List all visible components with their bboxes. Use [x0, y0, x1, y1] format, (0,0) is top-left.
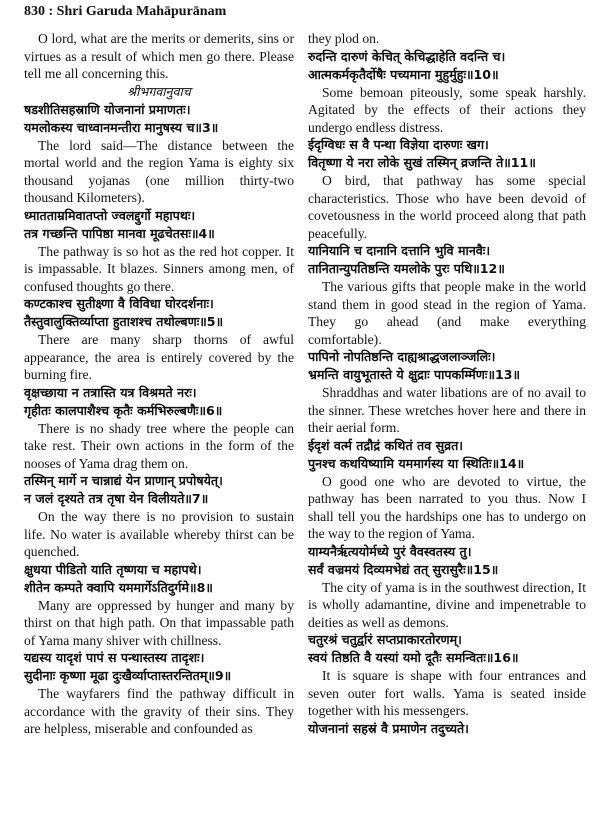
sanskrit-verse-line: ईदृग्विधः स वै पन्था विज्ञेया दारुणः खग।	[308, 137, 489, 152]
english-paragraph: O lord, what are the merits or demerits, sins or virtues as a result of which men go there. Please tell me all concerning this.	[24, 31, 294, 81]
sanskrit-verse-line: स्वयं तिष्ठति वै यस्यां यमो दूतैः समन्वितः॥16॥	[308, 650, 519, 665]
sanskrit-verse-line: वृक्षच्छाया न तत्रास्ति यत्र विश्रमते नरः।	[24, 384, 197, 400]
sanskrit-verse-line: भ्रमन्ति वायुभूतास्ते ये क्षुद्राः पापकर्म्मिणः॥13॥	[308, 367, 521, 382]
english-paragraph: The lord said—The distance between the mortal world and the region Yama is eighty six thousand yojanas (one million thirty-two thousand Kilometers).	[24, 137, 294, 205]
english-paragraph: Shraddhas and water libations are of no avail to the sinner. These wretches hover here and there in their aerial form.	[308, 385, 586, 435]
sanskrit-verse-line: योजनानां सहस्रं वै प्रमाणेन तदुच्यते।	[308, 720, 469, 736]
english-paragraph: The city of yama is in the southwest direction, It is wholly adamantine, divine and impenetrable to deities as well as demons.	[308, 579, 586, 630]
sanskrit-verse-line: शीतेन कम्पते क्वापि यममार्गेऽतिदुर्गमे॥8॥	[24, 579, 213, 595]
english-paragraph: O bird, that pathway has some special characteristics. Those who have been devoid of covetousness in the world proceed along that path peacefully.	[308, 173, 586, 241]
english-paragraph: The wayfarers find the pathway difficult in accordance with the gravity of their sins. They are helpless, miserable and confounded as	[24, 686, 294, 736]
sanskrit-verse-line: तानितान्युपतिष्ठन्ति यमलोके पुरः पथि॥12॥	[308, 261, 505, 276]
right-column	[308, 30, 586, 738]
english-paragraph: There are many sharp thorns of awful appearance, the area is entirely covered by the burning fire.	[24, 332, 294, 382]
sanskrit-verse-line: सर्वं वज्रमयं दिव्यमभेद्यं तत् सुरासुरैः॥15॥	[308, 561, 499, 577]
page-header: 830 : Shri Garuda Mahāpurānam	[24, 4, 227, 19]
sanskrit-verse-line: न जलं दृश्यते तत्र तृषा येन विलीयते॥7॥	[24, 491, 209, 506]
sanskrit-verse-line: तत्र गच्छन्ति पापिष्ठा मानवा मूढचेतसः॥4॥	[24, 225, 215, 241]
english-paragraph: The various gifts that people make in the world stand them in good stead in the region of Yama. They go ahead (and make everything comfortable).	[308, 279, 586, 347]
sanskrit-verse-line: षडशीतिसहस्राणि योजनानां प्रमाणतः।	[24, 101, 191, 117]
sanskrit-verse-line: गृहीतः कालपाशैश्च कृतैः कर्मभिरुल्बणैः॥6॥	[24, 402, 223, 418]
sanskrit-verse-line: रुदन्ति दारुणं केचित् केचिद्धाहेति वदन्ति च।	[308, 48, 506, 64]
left-column	[24, 30, 294, 738]
english-paragraph: Many are oppressed by hunger and many by thirst on that high path. On that impassable path of Yama many shiver with chillness.	[24, 597, 294, 648]
sanskrit-verse-line: पुनश्च कथयिष्यामि यममार्गस्य या स्थितिः॥14॥	[308, 455, 525, 471]
english-paragraph: The pathway is so hot as the red hot copper. It is impassable. It blazes. Sinners among men, of confused thoughts go there.	[24, 243, 294, 294]
english-paragraph: On the way there is no provision to sustain life. No water is available whereby thirst can be quenched.	[24, 509, 294, 559]
sanskrit-verse-line: यानियानि च दानानि दत्तानि भुवि मानवैः।	[308, 243, 491, 258]
sanskrit-verse-line: क्षुधया पीडितो याति तृष्णया च महापथे।	[24, 561, 202, 577]
sanskrit-verse-line: यमलोकस्य चाध्वानमन्तीरा मानुषस्य च॥3॥	[24, 119, 219, 135]
sanskrit-verse-line: सुदीनाः कृष्णा मूढा दुःखैर्व्याप्तास्तरन्तितम्॥9॥	[24, 668, 232, 683]
sanskrit-verse-line: यद्यस्य यादृशं पापं स पन्थास्तस्य तादृशः।	[24, 650, 205, 665]
english-paragraph: It is square is shape with four entrances and seven outer fort walls. Yama is seated inside together with his messengers.	[308, 668, 586, 718]
sanskrit-verse-line: तस्मिन् मार्गे न चान्नाद्यं येन प्राणान् प्रपोषयेत्।	[24, 473, 223, 488]
sanskrit-verse-line: वितृष्णा ये नरा लोके सुखं तस्मिन् व्रजन्ति ते॥11॥	[308, 155, 536, 170]
sanskrit-verse-line: तैस्तुवालुक्तिर्व्याप्ता हुताशश्च तथोल्बणः॥5॥	[24, 314, 224, 329]
sanskrit-verse-line: कण्टकाश्च सुतीक्ष्णा वै विविधा घोरदर्शनाः।	[24, 296, 214, 311]
sanskrit-verse-line: ईदृशं वर्त्म तद्रौद्रं कथितं तव सुव्रत।	[308, 437, 464, 453]
sanskrit-verse-line: आत्मकर्मकृतैर्दोषैः पच्यमाना मुहुर्मुहुः॥10॥	[308, 66, 499, 82]
english-paragraph: O good one who are devoted to virtue, the pathway has been narrated to you thus. Now I shall tell you the hardships one has to undergo on the way to the region of Yama.	[308, 473, 586, 541]
english-paragraph: Some bemoan piteously, some speak harshly. Agitated by the effects of their actions they undergo endless distress.	[308, 84, 586, 135]
sanskrit-heading: श्रीभगवानुवाच	[127, 83, 191, 99]
sanskrit-verse-line: चतुरश्रं चतुर्द्वारं सप्तप्राकारतोरणम्।	[308, 632, 462, 647]
english-paragraph: There is no shady tree where the people can take rest. Their own actions in the form of the nooses of Yama drag them on.	[24, 420, 294, 471]
sanskrit-verse-line: याम्यनैर्ऋत्ययोर्मध्ये पुरं वैवस्वतस्य तु।	[308, 543, 472, 559]
sanskrit-verse-line: पापिनो नोपतिष्ठन्ति दाह्यश्राद्धजलाञ्जलिः।	[308, 349, 496, 364]
sanskrit-verse-line: ध्मातताम्रमिवातप्तो ज्वलद्दुर्गो महापथः।	[24, 207, 196, 223]
english-paragraph-continued: they plod on.	[308, 31, 380, 46]
